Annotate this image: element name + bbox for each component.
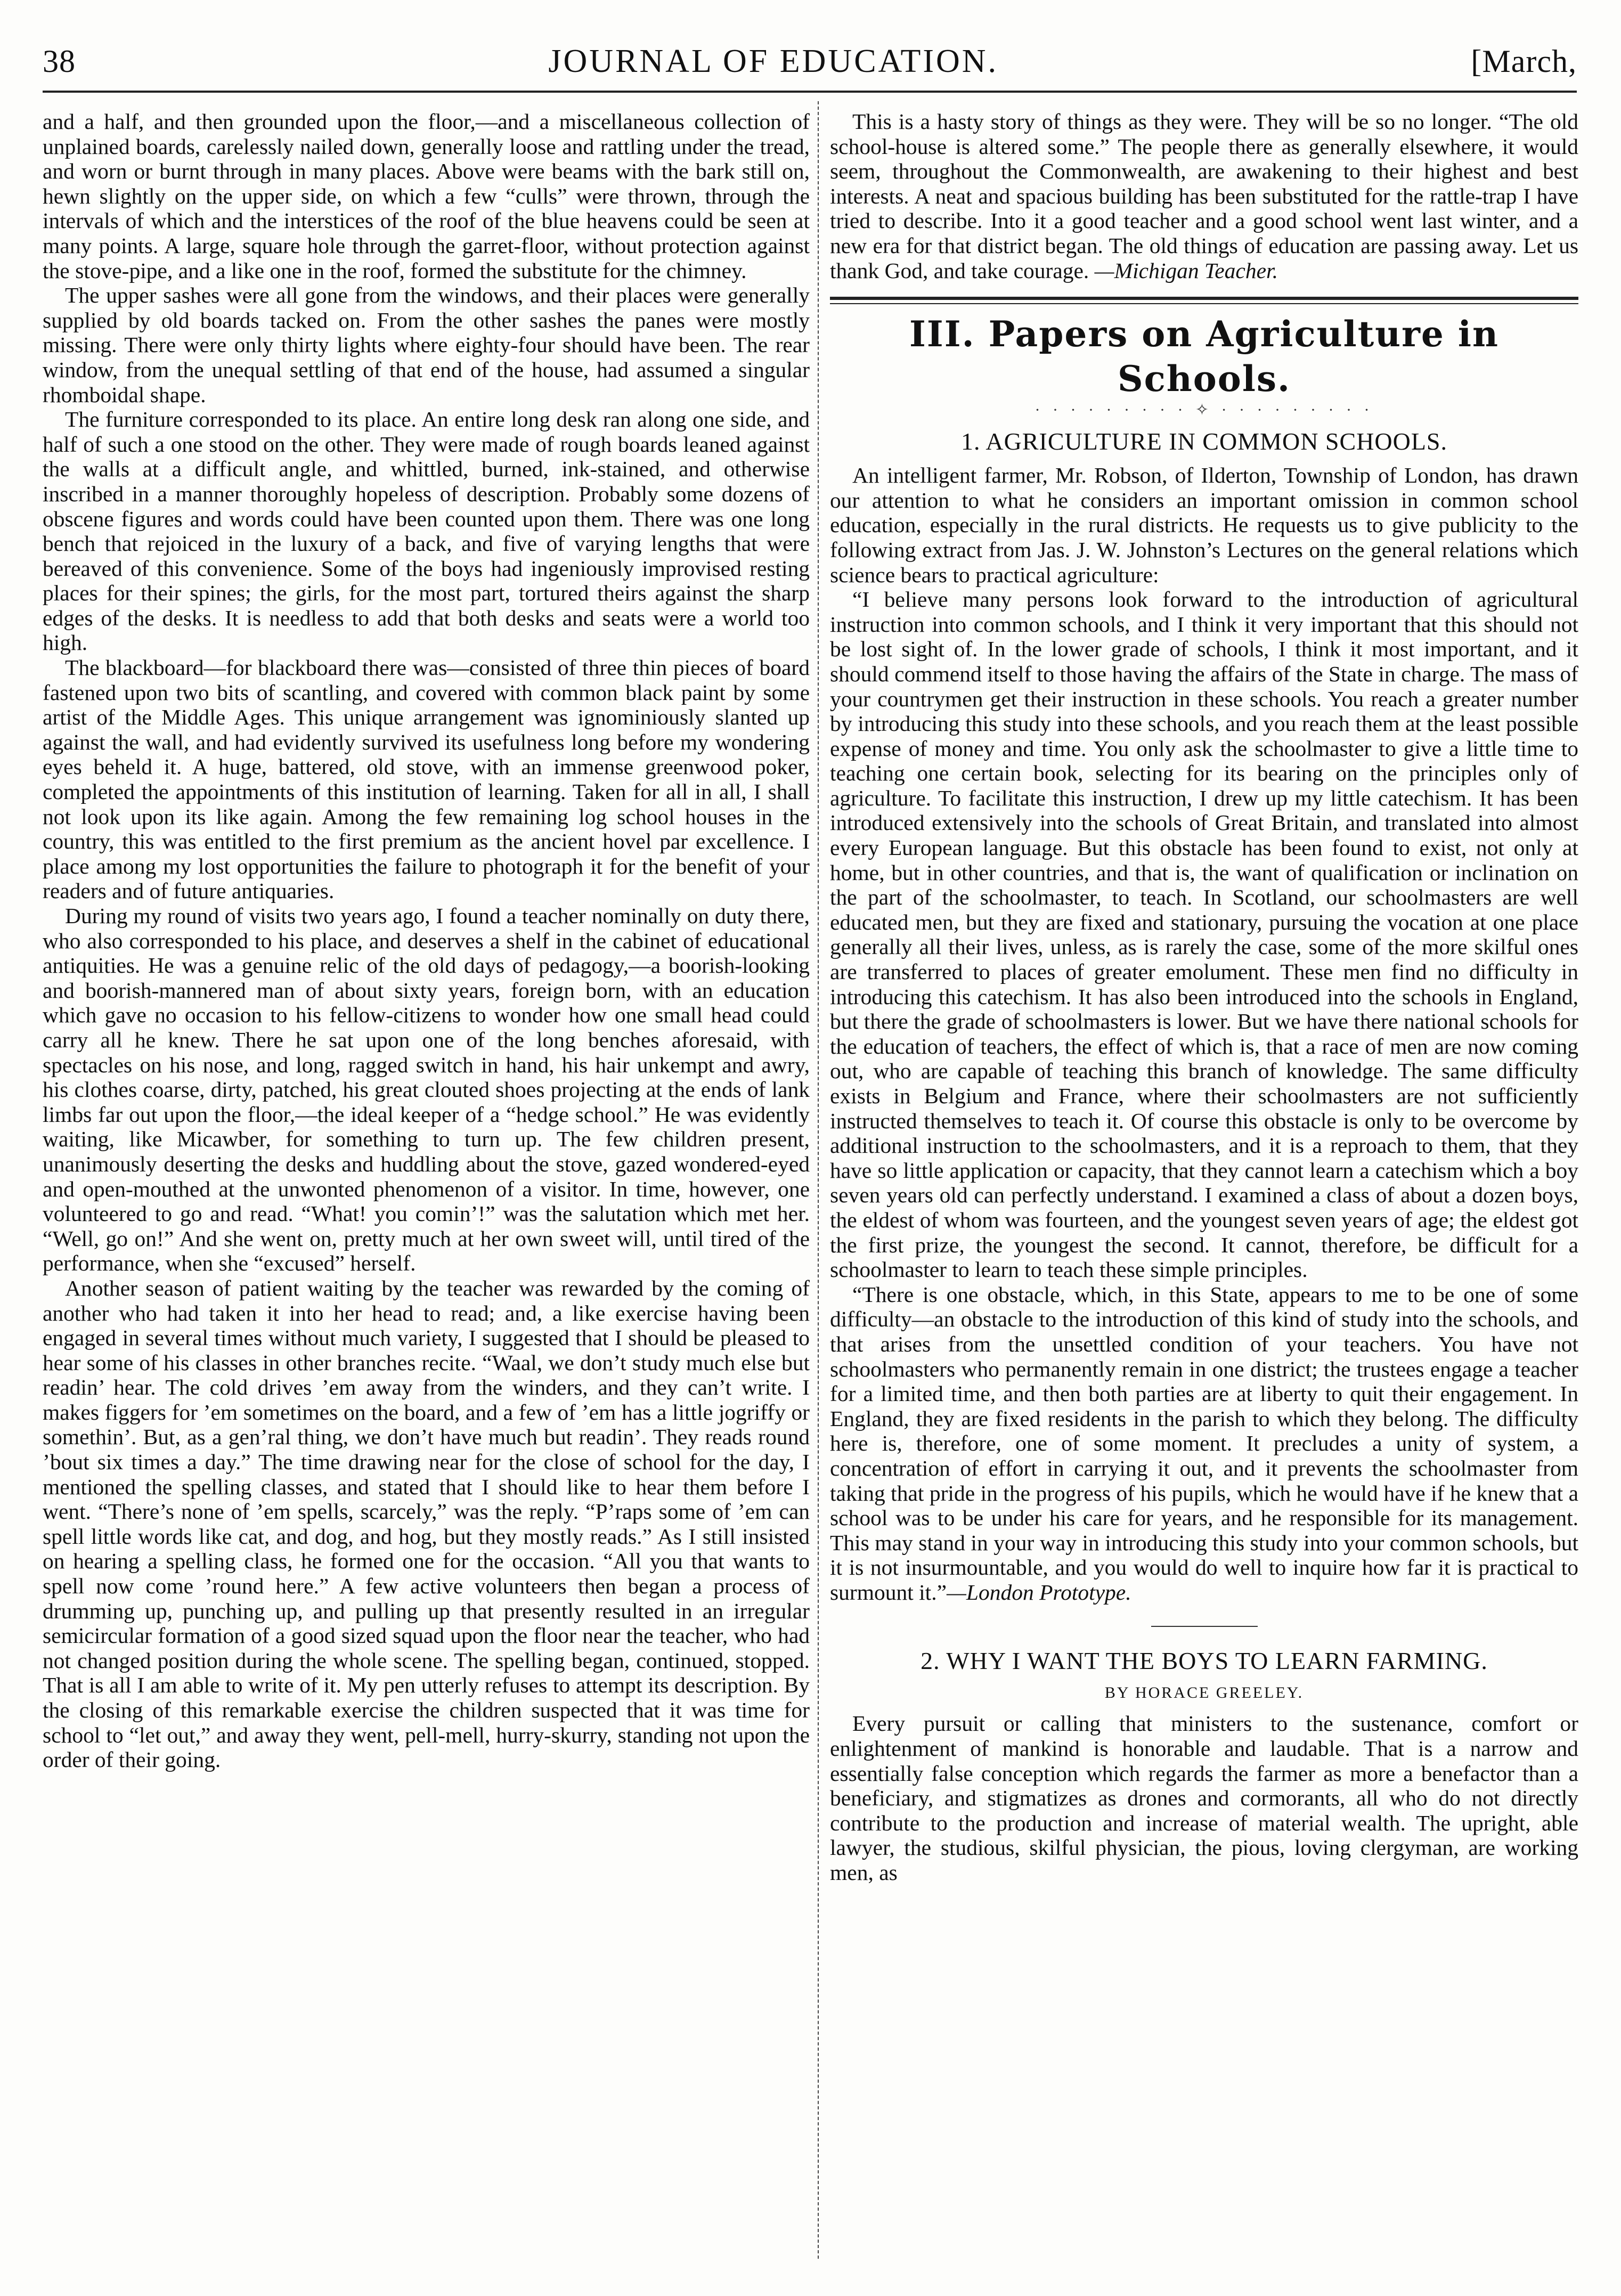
section-rule [830,297,1578,300]
right-column [830,109,1578,2261]
left-column [43,109,810,2261]
intro-paragraph [830,109,1578,283]
section-rule [830,303,1578,304]
intro-text: This is a hasty story of things as they were. They will be so no longer. “The old school-house is altered some.” The people there as generally elsewhere, it would seem, throughout the Commonwealth, are awakening to their highest and best interests. A neat and spacious building has been substituted for the rattle-trap I have tried to describe. Into it a good teacher and a good school went last winter, and a new era for that district began. The old things of education are passing away. Let us thank God, and take courage. [830,109,1578,283]
article-paragraph: “I believe many persons look forward to the introduction of agricultural instruction into common schools, and I think it very important that this should not be lost sight of. In the lower grade of schools, I think it most important, and it should commend itself to those having the affairs of the State in charge. The mass of your countrymen get their instruction in these schools. You reach a greater number by introducing this study into these schools, and you reach them at the least possible expense of money and time. You only ask the schoolmaster to give a little time to teaching one certain book, selecting for its bearing on the principles only of agriculture. To facilitate this instruction, I drew up my little catechism. It has been introduced extensively into the schools of Great Britain, and translated into almost every European language. But this obstacle has been found to exist, not only at home, but in other countries, and that is, the want of qualification or inclination on the part of the schoolmaster, to teach. In Scotland, our schoolmasters are well educated men, but they are fixed and stationary, pursuing the vocation at one place generally all their lives, unless, as is rarely the case, some of the more skilful ones are transferred to places of greater emolument. These men find no difficulty in introducing this catechism. It has also been introduced into the schools in England, but there the grade of schoolmasters is lower. But we have there national schools for the education of teachers, the effect of which is, that a race of men are now coming out, who are capable of teaching this branch of knowledge. The same difficulty exists in Belgium and France, where their schoolmasters are not sufficiently instructed themselves to teach it. Of course this obstacle is only to be overcome by additional instruction to the schoolmasters, and it is a reproach to them, that they have so little application or capacity, that they cannot learn a catechism which a boy seven years old can perfectly understand. I examined a class of about a dozen boys, the eldest of whom was fourteen, and the youngest seven years of age; the eldest got the first prize, the youngest the second. It cannot, therefore, be difficult for a schoolmaster to learn to teach these simple principles. [830,587,1578,1282]
left-paragraph: During my round of visits two years ago, I found a teacher nominally on duty there, who also corresponded to his place, and deserves a shelf in the cabinet of educational antiquities. He was a genuine relic of the old days of pedagogy,—a boorish-looking and boorish-mannered man of about sixty years, foreign born, with an education which gave no occasion to his fellow-citizens to wonder how one small head could carry all he knew. There he sat upon one of the long benches aforesaid, with spectacles on his nose, and long, ragged switch in hand, his hair unkempt and awry, his clothes coarse, dirty, patched, his great clouted shoes projecting at the ends of lank limbs far out upon the floor,—the ideal keeper of a “hedge school.” He was evidently waiting, like Micawber, for something to turn up. The few children present, unanimously deserting the desks and huddling about the stove, gazed wondered-eyed and open-mouthed at the unwonted phenomenon of a visitor. In time, however, one volunteered to go and read. “What! you comin’!” was the salutation which met her. “Well, go on!” And she went on, pretty much at her own sweet will, until tired of the performance, when she “excused” herself. [43,903,810,1276]
article-paragraph: An intelligent farmer, Mr. Robson, of Ilderton, Township of London, has drawn our attention to what he considers an important omission in common school education, especially in the rural districts. He requests us to give publicity to the following extract from Jas. J. W. Johnston’s Lectures on the general relations which science bears to practical agriculture: [830,463,1578,587]
page-header [43,37,1577,85]
section-heading: III. Papers on Agriculture in Schools. [909,313,1499,400]
left-paragraph: and a half, and then grounded upon the floor,—and a miscellaneous collection of unplained boards, carelessly nailed down, generally loose and rattling under the tread, and worn or burnt through in many places. Above were beams with the bark still on, hewn slightly on the upper side, on which a few “culls” were thrown, through the intervals of which and the interstices of the roof of the blue heavens could be seen at many points. A large, square hole through the garret-floor, without protection against the stove-pipe, and a like one in the roof, formed the substitute for the chimney. [43,109,810,283]
left-paragraph: The furniture corresponded to its place. An entire long desk ran along one side, and half of such a one stood on the other. They were made of rough boards leaned against the walls at a difficult angle, and whittled, burned, ink-stained, and otherwise inscribed in a manner thoroughly hopeless of description. Probably some dozens of obscene figures and words could have been counted upon them. There was one long bench that rejoiced in the luxury of a back, and five of varying lengths that were bereaved of this convenience. Some of the boys had ingeniously improvised resting places for their spines; the girls, for the most part, tortured theirs against the sharp edges of the desks. It is needless to add that both desks and seats were a world too high. [43,407,810,655]
article-separator [1151,1626,1258,1627]
article-byline: BY HORACE GREELEY. [1104,1684,1304,1702]
heading-ornament: · · · · · · · · · ✧ · · · · · · · · · [1034,401,1374,419]
article-title: 2. WHY I WANT THE BOYS TO LEARN FARMING. [921,1647,1488,1675]
article-paragraph [830,1282,1578,1605]
left-paragraph: Another season of patient waiting by the teacher was rewarded by the coming of another who had taken it into her head to read; and, a like exercise having been engaged in several times without much variety, I suggested that I should be pleased to hear some of his classes in other branches recite. “Waal, we don’t study much else but readin’ hear. The cold drives ’em away from the winders, and they can’t write. I makes figgers for ’em sometimes on the board, and a few of ’em has a little jogriffy or somethin’. But, as a gen’ral thing, we don’t have much but readin’. They reads round ’bout six times a day.” The time drawing near for the close of school for the day, I mentioned the spelling classes, and stated that I should like to hear them before I went. “There’s none of ’em spells, scarcely,” was the reply. “P’raps some of ’em can spell little words like cat, and dog, and hog, but they mostly reads.” As I still insisted on hearing a spelling class, he formed one for the occasion. “All you that wants to spell now come ’round here.” A few active volunteers then began a process of drumming up, punching up, and pulling up that presently resulted in an irregular semicircular formation of a good sized squad upon the floor near the teacher, who had not changed position during the whole scene. The spelling began, continued, stopped. That is all I am able to write of it. My pen utterly refuses to attempt its description. By the closing of this remarkable exercise the children suspected that it was time for school to “let out,” and away they went, pell-mell, hurry-skurry, standing not upon the order of their going. [43,1275,810,1772]
left-paragraph: The blackboard—for blackboard there was—consisted of three thin pieces of board fastened upon two bits of scantling, and covered with common black paint by some artist of the Middle Ages. This unique arrangement was ignominiously slanted up against the wall, and had evidently survived its usefulness long before my wondering eyes beheld it. A huge, battered, old stove, with an immense greenwood poker, completed the appointments of this institution of learning. Taken for all in all, I shall not look upon its like again. Among the few remaining log school houses in the country, this was entitled to the first premium as the ancient hovel par excellence. I place among my lost opportunities the failure to photograph it for the benefit of your readers and of future antiquaries. [43,655,810,903]
article-paragraph: Every pursuit or calling that ministers to the sustenance, comfort or enlightenment of mankind is honorable and laudable. That is a narrow and essentially false conception which regards the farmer as more a benefactor than a beneficiary, and stigmatizes as drones and cormorants, all who do not directly contribute to the production and increase of material wealth. The upright, able lawyer, the studious, skilful physician, the pious, loving clergyman, are working men, as [830,1711,1578,1885]
article-title: 1. AGRICULTURE IN COMMON SCHOOLS. [960,428,1448,455]
quote-text: “There is one obstacle, which, in this State, appears to me to be one of some difficulty—an obstacle to the introduction of this kind of study into the schools, and that arises from the unsettled condition of your teachers. You have not schoolmasters who permanently remain in one district; the trustees engage a teacher for a limited time, and then both parties are at liberty to quit their engagement. In England, they are fixed residents in the parish to which they belong. The difficulty here is, therefore, one of some moment. It precludes a unity of system, a concentration of effort in carrying it out, and it prevents the schoolmaster from taking that pride in the progress of his pupils, which he would have if he knew that a school was to be under his care for years, and he responsible for its management. This may stand in your way in introducing this study into your common schools, but it is not insurmountable, and you would do well to inquire how far it is practical to surmount it.” [830,1282,1578,1605]
page-number: 38 [43,43,76,79]
issue-month: [March, [1471,43,1577,79]
left-paragraph: The upper sashes were all gone from the windows, and their places were generally supplied by old boards tacked on. From the other sashes the panes were mostly missing. There were only thirty lights where eighty-four should have been. The rear window, from the unequal settling of that end of the house, had assumed a singular rhomboidal shape. [43,283,810,407]
column-divider [818,101,819,2259]
journal-title: JOURNAL OF EDUCATION. [548,43,999,79]
intro-signature: —Michigan Teacher. [1094,258,1278,283]
article-signature: —London Prototype. [947,1579,1131,1605]
header-rule [43,91,1577,93]
